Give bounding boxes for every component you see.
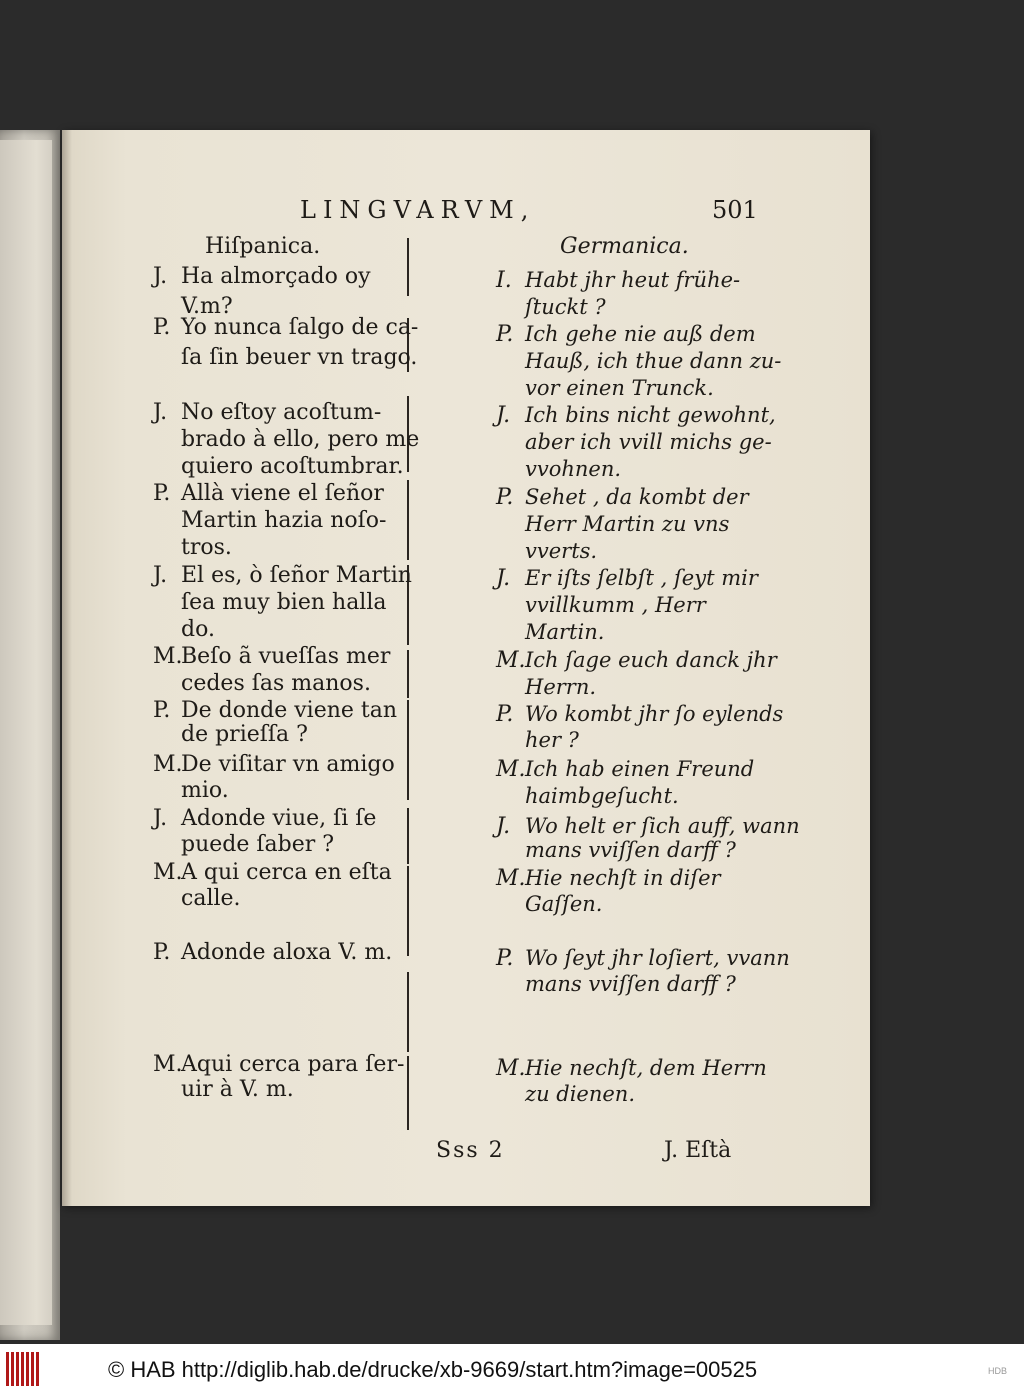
- hab-logo-icon: [6, 1352, 40, 1386]
- german-line: Sehet , da kombt der: [525, 485, 749, 509]
- catchword: J. Eſtà: [664, 1138, 732, 1163]
- speaker-label: M.: [496, 866, 526, 891]
- german-line: her ?: [525, 728, 579, 752]
- german-line: Hie nechſt, dem Herrn: [525, 1056, 767, 1080]
- speaker-label: P.: [496, 322, 514, 347]
- speaker-label: M.: [496, 1056, 526, 1081]
- spanish-line: Adonde aloxa V. m.: [181, 940, 393, 965]
- column-divider: [407, 650, 409, 698]
- german-line: vvillkumm , Herr: [525, 593, 706, 617]
- german-line: aber ich vvill michs ge-: [525, 430, 772, 454]
- german-line: vverts.: [525, 539, 598, 563]
- spanish-line: de prieſſa ?: [181, 722, 308, 747]
- speaker-label: P.: [153, 315, 171, 340]
- german-line: vor einen Trunck.: [525, 376, 714, 400]
- german-line: Wo ſeyt jhr loſiert, vvann: [525, 946, 790, 970]
- speaker-label: M.: [153, 860, 183, 885]
- credit-mark: HDB: [988, 1366, 1008, 1376]
- column-heading-spanish: Hiſpanica.: [205, 234, 321, 259]
- spanish-line: Allà viene el ſeñor: [181, 481, 384, 506]
- german-line: Wo helt er ſich auff, wann: [525, 814, 800, 838]
- german-line: haimbgeſucht.: [525, 784, 679, 808]
- german-line: Martin.: [525, 620, 605, 644]
- speaker-label: P.: [153, 940, 171, 965]
- german-line: vvohnen.: [525, 457, 622, 481]
- german-line: Hie nechſt in diſer: [525, 866, 721, 890]
- speaker-label: J.: [496, 566, 511, 591]
- speaker-label: P.: [153, 698, 171, 723]
- spanish-line: Beſo ã vueſſas mer: [181, 644, 391, 669]
- spanish-line: Ha almorçado oy: [181, 264, 371, 289]
- speaker-label: J.: [153, 806, 168, 831]
- german-line: Ich ſage euch danck jhr: [525, 648, 777, 672]
- speaker-label: M.: [153, 752, 183, 777]
- spanish-line: calle.: [181, 886, 241, 911]
- german-line: ſtuckt ?: [525, 295, 606, 319]
- spanish-line: El es, ò ſeñor Martin: [181, 563, 412, 588]
- spanish-line: No eſtoy acoſtum-: [181, 400, 382, 425]
- spanish-line: ſea muy bien halla: [181, 590, 387, 615]
- spanish-line: tros.: [181, 535, 232, 560]
- spanish-line: mio.: [181, 778, 229, 803]
- german-line: mans vviſſen darff ?: [525, 972, 736, 996]
- spanish-line: A qui cerca en eſta: [181, 860, 392, 885]
- book-page-stack-edge-inner: [0, 140, 52, 1325]
- speaker-label: J.: [496, 403, 511, 428]
- speaker-label: J.: [496, 814, 511, 839]
- spanish-line: do.: [181, 617, 215, 642]
- spanish-line: V.m?: [181, 294, 233, 319]
- column-heading-german: Germanica.: [560, 234, 689, 259]
- running-head: LINGVARVM,: [300, 196, 536, 224]
- column-divider: [407, 480, 409, 560]
- speaker-label: M.: [153, 644, 183, 669]
- credit-link[interactable]: © HAB http://diglib.hab.de/drucke/xb-9669/start.htm?image=00525: [108, 1357, 758, 1382]
- speaker-label: P.: [496, 946, 514, 971]
- column-divider: [407, 972, 409, 1052]
- german-line: Ich gehe nie auß dem: [525, 322, 756, 346]
- german-line: Ich bins nicht gewohnt,: [525, 403, 776, 427]
- spanish-line: De donde viene tan: [181, 698, 398, 723]
- spanish-line: Martin hazia noſo-: [181, 508, 387, 533]
- spanish-line: puede ſaber ?: [181, 832, 335, 857]
- german-line: Er iſts ſelbſt , ſeyt mir: [525, 566, 758, 590]
- german-line: Gaſſen.: [525, 892, 603, 916]
- speaker-label: P.: [496, 702, 514, 727]
- speaker-label: P.: [153, 481, 171, 506]
- spanish-line: uir à V. m.: [181, 1077, 294, 1102]
- speaker-label: J.: [153, 400, 168, 425]
- german-line: Wo kombt jhr ſo eylends: [525, 702, 784, 726]
- signature-mark: Sss 2: [436, 1138, 505, 1163]
- spanish-line: Adonde viue, ſi ſe: [181, 806, 377, 831]
- spanish-line: ſa ſin beuer vn trago.: [181, 345, 418, 370]
- speaker-label: I.: [496, 268, 512, 293]
- speaker-label: J.: [153, 563, 168, 588]
- spanish-line: Aqui cerca para ſer-: [181, 1052, 405, 1077]
- column-divider: [407, 1056, 409, 1130]
- german-line: Hauß, ich thue dann zu-: [525, 349, 782, 373]
- spanish-line: quiero acoſtumbrar.: [181, 454, 404, 479]
- german-line: Ich hab einen Freund: [525, 757, 755, 781]
- speaker-label: M.: [153, 1052, 183, 1077]
- speaker-label: P.: [496, 485, 514, 510]
- speaker-label: M.: [496, 648, 526, 673]
- speaker-label: M.: [496, 757, 526, 782]
- column-divider: [407, 808, 409, 864]
- german-line: Herr Martin zu vns: [525, 512, 730, 536]
- page-number: 501: [712, 196, 758, 224]
- german-line: zu dienen.: [525, 1082, 636, 1106]
- german-line: mans vviſſen darff ?: [525, 838, 736, 862]
- spanish-line: brado à ello, pero me: [181, 427, 420, 452]
- column-divider: [407, 734, 409, 800]
- german-line: Habt jhr heut frühe-: [525, 268, 741, 292]
- column-divider: [407, 896, 409, 956]
- spanish-line: cedes ſas manos.: [181, 671, 371, 696]
- spanish-line: De viſitar vn amigo: [181, 752, 395, 777]
- german-line: Herrn.: [525, 675, 597, 699]
- column-divider: [407, 238, 409, 296]
- page-gutter-shadow: [62, 130, 72, 1206]
- speaker-label: J.: [153, 264, 168, 289]
- spanish-line: Yo nunca ſalgo de ca-: [181, 315, 419, 340]
